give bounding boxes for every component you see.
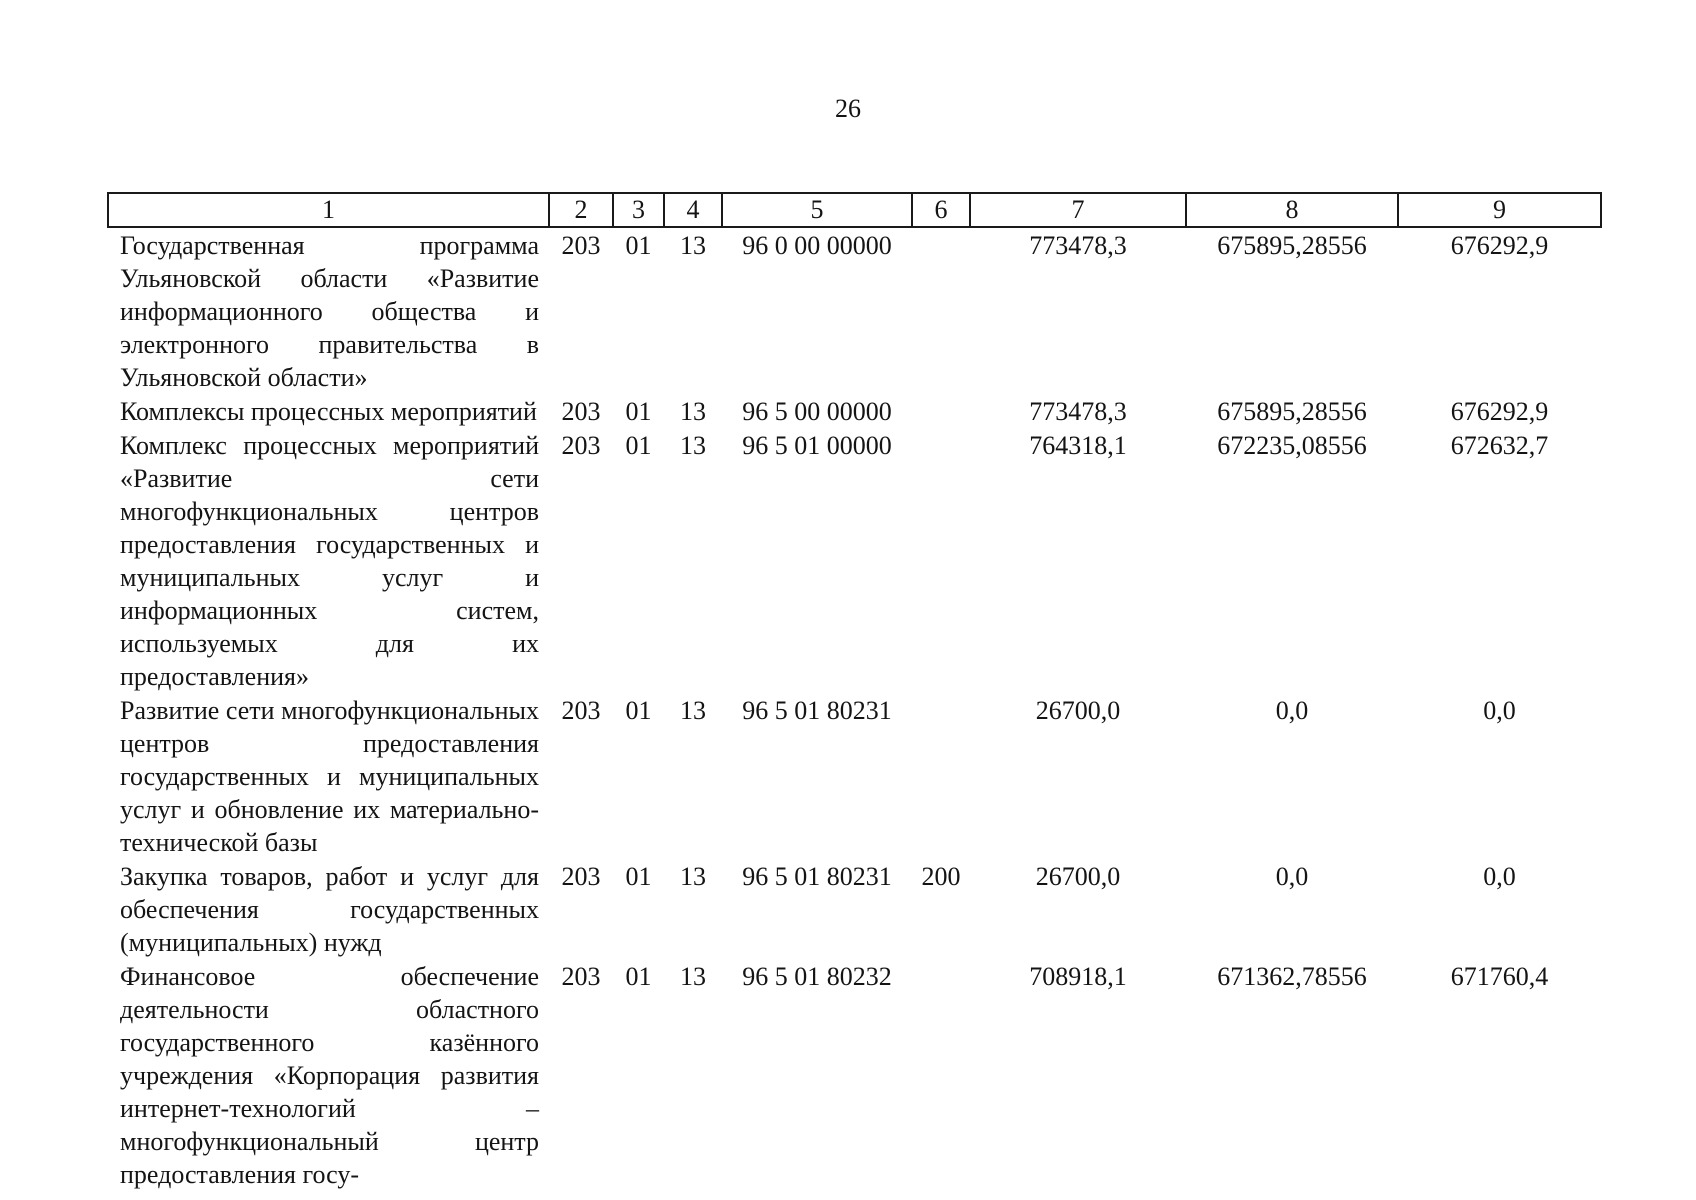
header-col-2: 2 [549, 193, 613, 227]
row-col-6 [912, 394, 970, 428]
row-col-4: 13 [680, 431, 706, 460]
header-col-5: 5 [722, 193, 912, 227]
row-name: Развитие сети многофункциональных центров предоставления государственных и муниципальных услуг и обновление их материально-технической базы [120, 696, 539, 857]
row-col-4: 13 [680, 962, 706, 991]
row-name: Закупка товаров, работ и услуг для обеспечения государственных (муниципальных) нужд [120, 862, 539, 957]
row-name: Финансовое обеспечение деятельности областного государственного казённого учреждения «Корпорация развития интернет-технологий – многофункциональный центр предоставления госу- [120, 962, 539, 1189]
table-row [108, 859, 1601, 959]
row-col-9: 671760,4 [1450, 962, 1549, 991]
table-row [108, 227, 1601, 394]
header-row [108, 193, 1601, 227]
row-col-9: 676292,9 [1450, 231, 1549, 260]
row-col-7: 773478,3 [1029, 231, 1127, 260]
page-number: 26 [835, 94, 861, 123]
row-col-8: 672235,08556 [1217, 431, 1367, 460]
row-col-5: 96 5 01 80232 [742, 962, 892, 991]
row-col-4: 13 [680, 231, 706, 260]
row-col-5: 96 0 00 00000 [742, 231, 892, 260]
row-col-8: 675895,28556 [1217, 231, 1367, 260]
row-col-3: 01 [625, 231, 652, 260]
row-name: Комплекс процессных мероприятий «Развитие сети многофункциональных центров предоставления государственных и муниципальных услуг и информационных систем, используемых для их предоставления» [120, 431, 539, 691]
header-col-8: 8 [1186, 193, 1398, 227]
row-col-5: 96 5 00 00000 [742, 397, 892, 426]
row-col-4: 13 [680, 696, 706, 725]
row-col-2: 203 [561, 431, 601, 460]
row-col-3: 01 [625, 862, 652, 891]
header-col-4: 4 [664, 193, 722, 227]
row-col-2: 203 [561, 862, 601, 891]
row-col-5: 96 5 01 00000 [742, 431, 892, 460]
header-col-7: 7 [970, 193, 1186, 227]
row-col-5: 96 5 01 80231 [742, 862, 892, 891]
header-col-9: 9 [1398, 193, 1601, 227]
row-col-2: 203 [561, 231, 601, 260]
row-col-6 [912, 959, 970, 1191]
row-col-4: 13 [680, 397, 706, 426]
row-col-8: 671362,78556 [1217, 962, 1367, 991]
header-col-1: 1 [108, 193, 549, 227]
row-col-7: 773478,3 [1029, 397, 1127, 426]
row-col-9: 672632,7 [1450, 431, 1549, 460]
row-col-9: 0,0 [1483, 862, 1516, 891]
row-col-3: 01 [625, 431, 652, 460]
row-col-7: 708918,1 [1029, 962, 1127, 991]
row-col-7: 764318,1 [1029, 431, 1127, 460]
row-col-2: 203 [561, 962, 601, 991]
row-col-6 [912, 227, 970, 394]
row-col-7: 26700,0 [1035, 696, 1121, 725]
table-row [108, 693, 1601, 859]
row-col-3: 01 [625, 397, 652, 426]
row-col-9: 676292,9 [1450, 397, 1549, 426]
row-col-6: 200 [921, 862, 961, 891]
row-col-8: 675895,28556 [1217, 397, 1367, 426]
header-col-3: 3 [613, 193, 664, 227]
table-row [108, 394, 1601, 428]
table-row [108, 428, 1601, 693]
table-row [108, 959, 1601, 1191]
row-col-6 [912, 428, 970, 693]
row-col-2: 203 [561, 696, 601, 725]
budget-table [107, 192, 1602, 1191]
header-col-6: 6 [912, 193, 970, 227]
row-name: Государственная программа Ульяновской области «Развитие информационного общества и электронного правительства в Ульяновской области» [120, 231, 539, 392]
row-col-8: 0,0 [1275, 862, 1309, 891]
row-col-4: 13 [680, 862, 706, 891]
row-name: Комплексы процессных мероприятий [120, 397, 537, 426]
row-col-3: 01 [625, 962, 652, 991]
row-col-2: 203 [561, 397, 601, 426]
row-col-7: 26700,0 [1035, 862, 1121, 891]
row-col-5: 96 5 01 80231 [742, 696, 892, 725]
row-col-8: 0,0 [1275, 696, 1309, 725]
row-col-6 [912, 693, 970, 859]
row-col-3: 01 [625, 696, 652, 725]
row-col-9: 0,0 [1483, 696, 1516, 725]
